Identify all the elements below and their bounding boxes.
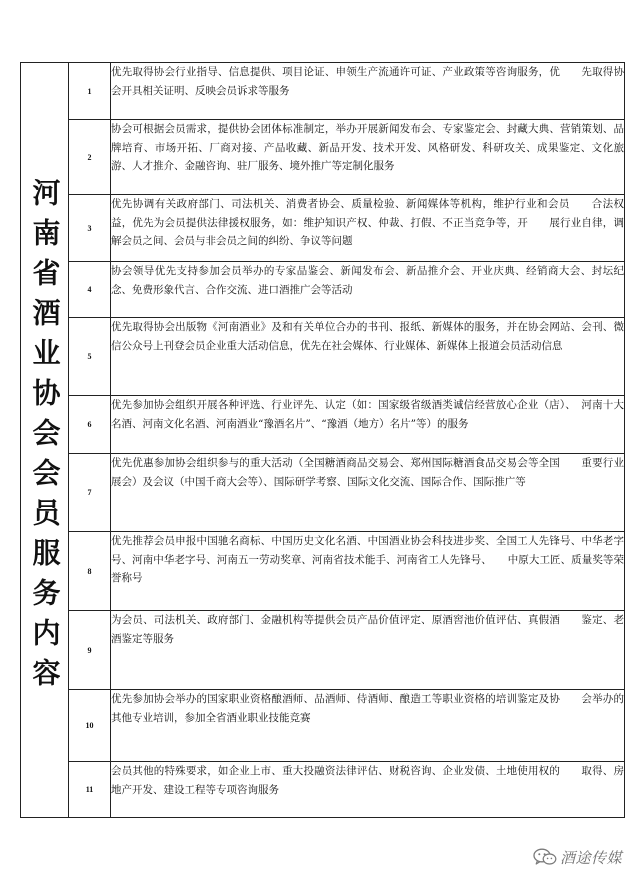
table-row: [21, 318, 625, 396]
row-number: 9: [69, 611, 111, 690]
table-row: [21, 120, 625, 195]
watermark-text: 酒途传媒: [560, 848, 623, 867]
row-content: 会员其他的特殊要求，如企业上市、重大投融资法律评估、财税咨询、企业发债、土地使用权的 取得、房地产开发、建设工程等专项咨询服务: [111, 762, 625, 818]
table-row: [21, 396, 625, 454]
row-content: 优先参加协会举办的国家职业资格酿酒师、品酒师、侍酒师、酿造工等职业资格的培训鉴定及协 会举办的其他专业培训，参加全省酒业职业技能竞赛: [111, 690, 625, 762]
row-number: 5: [69, 318, 111, 396]
table-row: [21, 532, 625, 611]
row-number: 2: [69, 120, 111, 195]
service-table: [20, 62, 625, 818]
table-row: [21, 690, 625, 762]
table-row: [21, 195, 625, 262]
row-number: 7: [69, 454, 111, 532]
table-row: [21, 63, 625, 120]
row-number: 3: [69, 195, 111, 262]
row-content: 优先协调有关政府部门、司法机关、消费者协会、质量检验、新闻媒体等机构，维护行业和会员 合法权益，优先为会员提供法律援权服务，如：维护知识产权、仲裁、打假、不正当竞争等，开 展行业自律，调解会员之间、会员与非会员之间的纠纷、争议等问题: [111, 195, 625, 262]
table-row: [21, 454, 625, 532]
title-cell: [21, 63, 69, 818]
wechat-icon: [533, 848, 557, 866]
row-content: 优先取得协会行业指导、信息提供、项目论证、申领生产流通许可证、产业政策等咨询服务，优 先取得协会开具相关证明、反映会员诉求等服务: [111, 63, 625, 120]
row-content: 优先取得协会出版物《河南酒业》及和有关单位合办的书刊、报纸、新媒体的服务，并在协会网站、会刊、微信公众号上刊登会员企业重大活动信息，优先在社会媒体、行业媒体、新媒体上报道会员活动信息: [111, 318, 625, 396]
row-content: 优先参加协会组织开展各种评选、行业评先、认定（如：国家级省级酒类诚信经营放心企业（店）、 河南十大名酒、河南文化名酒、河南酒业“豫酒名片”、“豫酒（地方）名片”等）的服务: [111, 396, 625, 454]
row-number: 8: [69, 532, 111, 611]
row-content: 优先推荐会员申报中国驰名商标、中国历史文化名酒、中国酒业协会科技进步奖、全国工人先锋号、中华老字号、河南中华老字号、河南五一劳动奖章、河南省技术能手、河南省工人先锋号、 中原大工匠、质量奖等荣誉称号: [111, 532, 625, 611]
table-row: [21, 262, 625, 318]
row-number: 10: [69, 690, 111, 762]
row-number: 6: [69, 396, 111, 454]
row-number: 4: [69, 262, 111, 318]
row-number: 1: [69, 63, 111, 120]
row-content: 协会可根据会员需求，提供协会团体标准制定，举办开展新闻发布会、专家鉴定会、封藏大典、营销策划、品牌培育、市场开拓、厂商对接、产品收藏、新品开发、技术开发、风格研发、科研攻关、成果鉴定、文化旅游、人才推介、金融咨询、驻厂服务、境外推广等定制化服务: [111, 120, 625, 195]
page-title: 河南省酒业协会会员服务内容: [28, 178, 62, 698]
row-content: 为会员、司法机关、政府部门、金融机构等提供会员产品价值评定、原酒窖池价值评估、真假酒 鉴定、老酒鉴定等服务: [111, 611, 625, 690]
table-row: [21, 762, 625, 818]
row-content: 优先优惠参加协会组织参与的重大活动（全国糖酒商品交易会、郑州国际糖酒食品交易会等全国 重要行业展会）及会议（中国千商大会等）、国际研学考察、国际文化交流、国际合作、国际推广等: [111, 454, 625, 532]
watermark: [533, 846, 622, 868]
row-content: 协会领导优先支持参加会员举办的专家品鉴会、新闻发布会、新品推介会、开业庆典、经销商大会、封坛纪念、免费形象代言、合作交流、进口酒推广会等活动: [111, 262, 625, 318]
row-number: 11: [69, 762, 111, 818]
table-row: [21, 611, 625, 690]
